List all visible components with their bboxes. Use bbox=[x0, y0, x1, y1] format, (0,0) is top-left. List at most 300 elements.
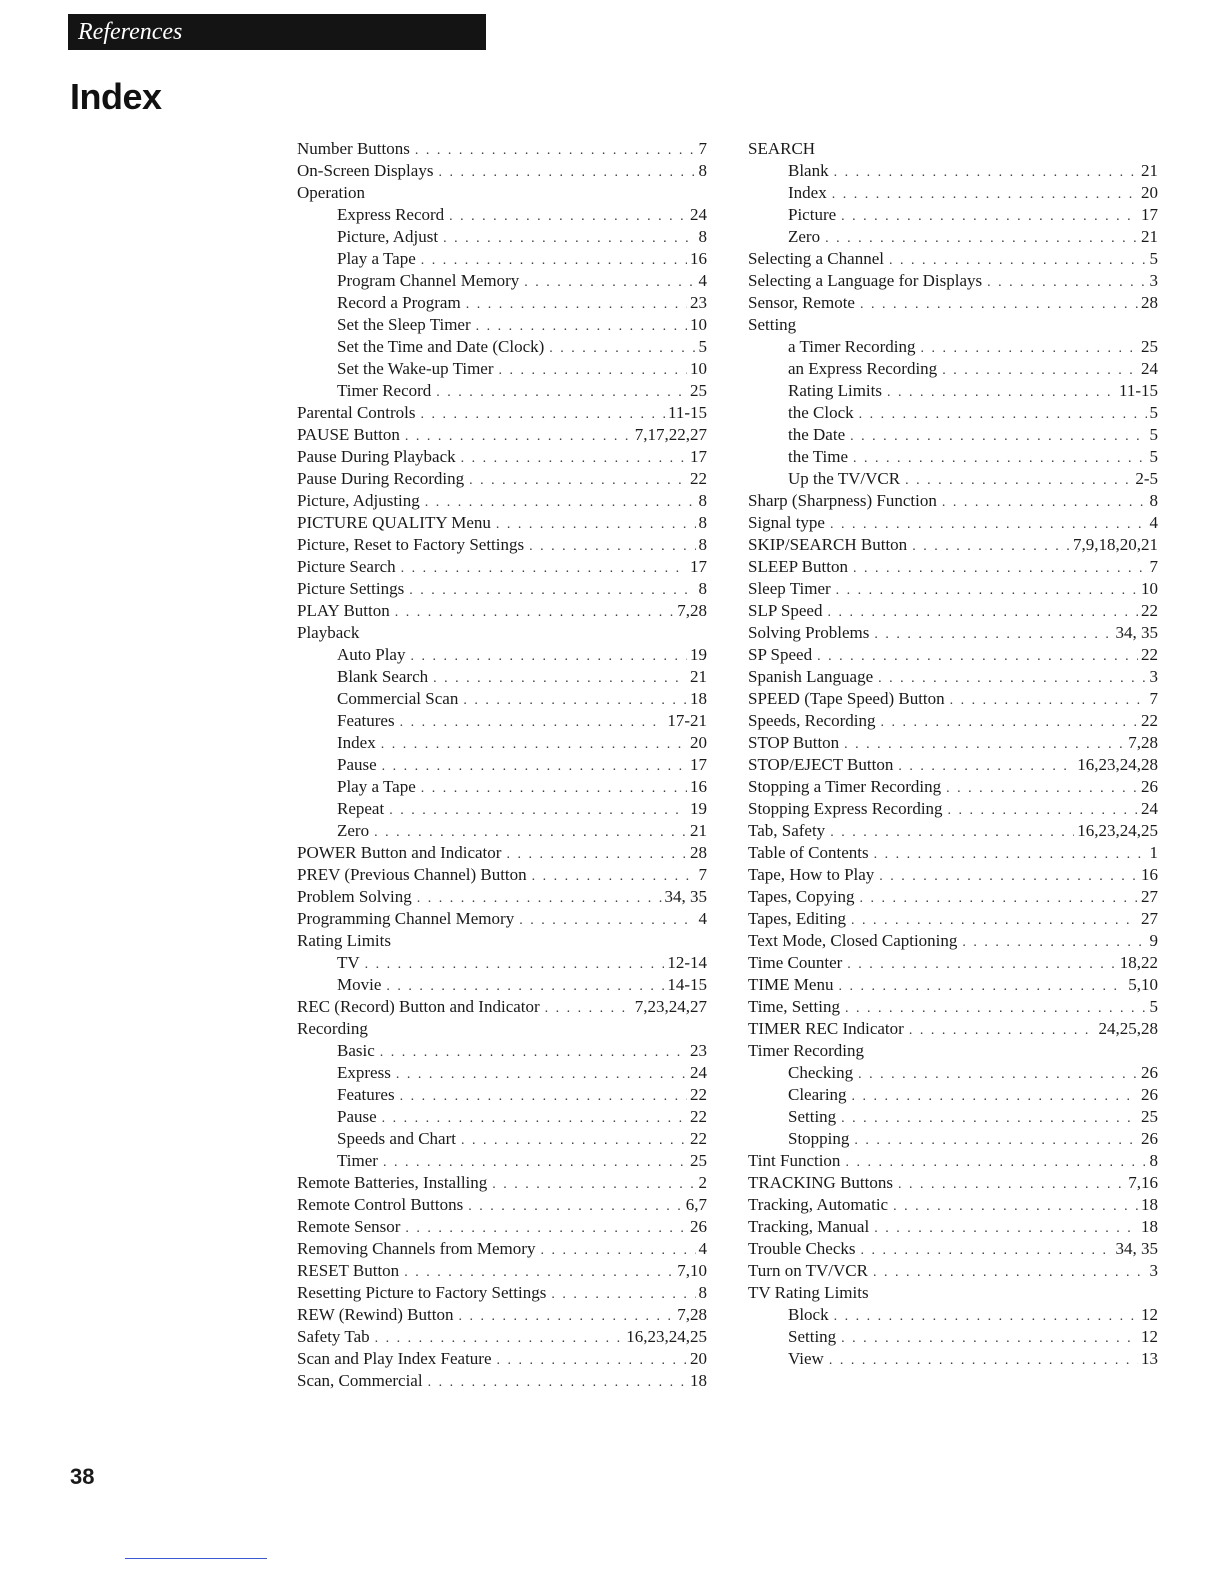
dot-leader bbox=[859, 404, 1147, 426]
entry-page-ref: 24 bbox=[690, 1063, 707, 1082]
dot-leader bbox=[962, 932, 1146, 954]
entry-term: Signal type bbox=[748, 513, 825, 532]
dot-leader bbox=[841, 206, 1138, 228]
index-subentry bbox=[748, 160, 1158, 182]
entry-term: Scan and Play Index Feature bbox=[297, 1349, 492, 1368]
index-entry bbox=[748, 490, 1158, 512]
dot-leader bbox=[834, 162, 1138, 184]
entry-term: Play a Tape bbox=[337, 777, 416, 796]
entry-page-ref: 22 bbox=[690, 1129, 707, 1148]
entry-page-ref: 10 bbox=[690, 315, 707, 334]
dot-leader bbox=[383, 1152, 687, 1174]
entry-term: Auto Play bbox=[337, 645, 406, 664]
entry-page-ref: 22 bbox=[1141, 711, 1158, 730]
dot-leader bbox=[873, 1262, 1147, 1284]
entry-page-ref: 22 bbox=[690, 1107, 707, 1126]
dot-leader bbox=[409, 580, 695, 602]
entry-term: Setting bbox=[748, 315, 797, 334]
entry-term: PLAY Button bbox=[297, 601, 390, 620]
entry-term: Number Buttons bbox=[297, 139, 410, 158]
dot-leader bbox=[549, 338, 695, 360]
entry-term: Pause bbox=[337, 755, 377, 774]
entry-term: Resetting Picture to Factory Settings bbox=[297, 1283, 547, 1302]
dot-leader bbox=[382, 1108, 687, 1130]
index-entry bbox=[748, 1260, 1158, 1282]
entry-page-ref: 21 bbox=[690, 667, 707, 686]
dot-leader bbox=[942, 492, 1147, 514]
entry-term: Tracking, Manual bbox=[748, 1217, 870, 1236]
entry-term: Rating Limits bbox=[297, 931, 391, 950]
dot-leader bbox=[496, 514, 696, 536]
entry-page-ref: 28 bbox=[1141, 293, 1158, 312]
index-subentry bbox=[297, 248, 707, 270]
entry-term: Spanish Language bbox=[748, 667, 874, 686]
entry-page-ref: 8 bbox=[698, 1283, 707, 1302]
entry-term: REC (Record) Button and Indicator bbox=[297, 997, 540, 1016]
entry-page-ref: 34, 35 bbox=[664, 887, 707, 906]
index-entry bbox=[748, 1172, 1158, 1194]
entry-term: TIMER REC Indicator bbox=[748, 1019, 904, 1038]
dot-leader bbox=[950, 690, 1147, 712]
dot-leader bbox=[942, 360, 1138, 382]
entry-page-ref: 20 bbox=[690, 1349, 707, 1368]
entry-term: PAUSE Button bbox=[297, 425, 400, 444]
entry-page-ref: 23 bbox=[690, 1041, 707, 1060]
entry-page-ref: 26 bbox=[1141, 777, 1158, 796]
dot-leader bbox=[428, 1372, 687, 1394]
dot-leader bbox=[436, 382, 687, 404]
dot-leader bbox=[466, 294, 687, 316]
entry-term: Time, Setting bbox=[748, 997, 840, 1016]
entry-page-ref: 5 bbox=[1149, 249, 1158, 268]
entry-page-ref: 7,23,24,27 bbox=[634, 997, 707, 1016]
entry-term: PICTURE QUALITY Menu bbox=[297, 513, 491, 532]
entry-page-ref: 7,28 bbox=[677, 1305, 707, 1324]
entry-page-ref: 14-15 bbox=[667, 975, 707, 994]
entry-page-ref: 7,28 bbox=[677, 601, 707, 620]
dot-leader bbox=[825, 228, 1138, 250]
entry-term: Tape, How to Play bbox=[748, 865, 875, 884]
entry-term: Tint Function bbox=[748, 1151, 841, 1170]
entry-page-ref: 34, 35 bbox=[1115, 623, 1158, 642]
entry-page-ref: 28 bbox=[690, 843, 707, 862]
entry-term: Zero bbox=[788, 227, 821, 246]
dot-leader bbox=[921, 338, 1139, 360]
index-subentry bbox=[297, 1040, 707, 1062]
entry-term: Record a Program bbox=[337, 293, 461, 312]
entry-term: Problem Solving bbox=[297, 887, 412, 906]
entry-page-ref: 25 bbox=[690, 381, 707, 400]
footer-link-underline bbox=[125, 1558, 267, 1559]
index-entry bbox=[297, 1216, 707, 1238]
entry-page-ref: 3 bbox=[1149, 271, 1158, 290]
dot-leader bbox=[461, 448, 687, 470]
dot-leader bbox=[375, 1328, 624, 1350]
dot-leader bbox=[817, 646, 1138, 668]
entry-page-ref: 22 bbox=[690, 1085, 707, 1104]
dot-leader bbox=[396, 1064, 687, 1086]
entry-term: TV bbox=[337, 953, 360, 972]
entry-page-ref: 19 bbox=[690, 645, 707, 664]
index-heading bbox=[748, 1040, 1158, 1062]
entry-page-ref: 25 bbox=[690, 1151, 707, 1170]
index-heading bbox=[297, 930, 707, 952]
entry-term: Zero bbox=[337, 821, 370, 840]
dot-leader bbox=[468, 1196, 683, 1218]
dot-leader bbox=[851, 910, 1138, 932]
dot-leader bbox=[841, 1108, 1138, 1130]
entry-term: Text Mode, Closed Captioning bbox=[748, 931, 958, 950]
index-entry bbox=[748, 666, 1158, 688]
dot-leader bbox=[909, 1020, 1096, 1042]
dot-leader bbox=[844, 734, 1125, 756]
index-entry bbox=[748, 952, 1158, 974]
entry-page-ref: 21 bbox=[1141, 227, 1158, 246]
dot-leader bbox=[859, 888, 1138, 910]
entry-page-ref: 12 bbox=[1141, 1305, 1158, 1324]
dot-leader bbox=[898, 756, 1074, 778]
entry-term: TV Rating Limits bbox=[748, 1283, 869, 1302]
index-subentry bbox=[748, 424, 1158, 446]
index-subentry bbox=[297, 644, 707, 666]
entry-term: Picture, Adjust bbox=[337, 227, 439, 246]
entry-page-ref: 24 bbox=[690, 205, 707, 224]
entry-page-ref: 8 bbox=[698, 161, 707, 180]
entry-term: Pause bbox=[337, 1107, 377, 1126]
entry-page-ref: 18 bbox=[1141, 1195, 1158, 1214]
dot-leader bbox=[861, 1240, 1113, 1262]
entry-term: Selecting a Channel bbox=[748, 249, 884, 268]
entry-page-ref: 11-15 bbox=[667, 403, 707, 422]
dot-leader bbox=[838, 976, 1125, 998]
index-subentry bbox=[748, 380, 1158, 402]
entry-term: REW (Rewind) Button bbox=[297, 1305, 454, 1324]
index-entry bbox=[748, 732, 1158, 754]
entry-page-ref: 4 bbox=[698, 271, 707, 290]
entry-page-ref: 7 bbox=[698, 865, 707, 884]
entry-page-ref: 26 bbox=[1141, 1129, 1158, 1148]
entry-term: Checking bbox=[788, 1063, 854, 1082]
dot-leader bbox=[395, 602, 675, 624]
index-column-right bbox=[748, 138, 1158, 1370]
entry-term: Solving Problems bbox=[748, 623, 870, 642]
entry-term: Tracking, Automatic bbox=[748, 1195, 889, 1214]
index-subentry bbox=[748, 1326, 1158, 1348]
dot-leader bbox=[401, 558, 687, 580]
dot-leader bbox=[850, 426, 1146, 448]
entry-page-ref: 6,7 bbox=[685, 1195, 707, 1214]
dot-leader bbox=[898, 1174, 1125, 1196]
dot-leader bbox=[874, 1218, 1138, 1240]
entry-page-ref: 17-21 bbox=[667, 711, 707, 730]
entry-term: Sensor, Remote bbox=[748, 293, 855, 312]
dot-leader bbox=[860, 294, 1138, 316]
entry-page-ref: 12-14 bbox=[667, 953, 707, 972]
index-entry bbox=[748, 864, 1158, 886]
dot-leader bbox=[463, 690, 687, 712]
dot-leader bbox=[433, 668, 687, 690]
entry-term: Remote Batteries, Installing bbox=[297, 1173, 488, 1192]
entry-page-ref: 2 bbox=[698, 1173, 707, 1192]
entry-page-ref: 22 bbox=[1141, 601, 1158, 620]
index-subentry bbox=[297, 380, 707, 402]
dot-leader bbox=[421, 250, 687, 272]
index-entry bbox=[297, 512, 707, 534]
entry-page-ref: 4 bbox=[698, 909, 707, 928]
entry-page-ref: 5 bbox=[1149, 447, 1158, 466]
entry-page-ref: 23 bbox=[690, 293, 707, 312]
index-entry bbox=[297, 556, 707, 578]
entry-term: Tab, Safety bbox=[748, 821, 826, 840]
entry-term: Programming Channel Memory bbox=[297, 909, 515, 928]
index-subentry bbox=[297, 754, 707, 776]
entry-page-ref: 25 bbox=[1141, 337, 1158, 356]
index-entry bbox=[748, 754, 1158, 776]
entry-term: View bbox=[788, 1349, 824, 1368]
entry-term: Index bbox=[337, 733, 376, 752]
entry-page-ref: 5 bbox=[1149, 403, 1158, 422]
entry-term: Speeds, Recording bbox=[748, 711, 876, 730]
index-entry bbox=[297, 1194, 707, 1216]
entry-term: Parental Controls bbox=[297, 403, 416, 422]
index-subentry bbox=[748, 358, 1158, 380]
entry-term: Timer bbox=[337, 1151, 378, 1170]
entry-page-ref: 12 bbox=[1141, 1327, 1158, 1346]
entry-page-ref: 7,16 bbox=[1128, 1173, 1158, 1192]
index-subentry bbox=[748, 1106, 1158, 1128]
entry-term: the Time bbox=[788, 447, 848, 466]
entry-term: Removing Channels from Memory bbox=[297, 1239, 536, 1258]
entry-page-ref: 9 bbox=[1149, 931, 1158, 950]
entry-term: Set the Wake-up Timer bbox=[337, 359, 494, 378]
dot-leader bbox=[845, 1152, 1146, 1174]
index-entry bbox=[297, 908, 707, 930]
entry-page-ref: 8 bbox=[698, 535, 707, 554]
section-label: References bbox=[78, 19, 183, 45]
index-entry bbox=[748, 622, 1158, 644]
index-entry bbox=[748, 776, 1158, 798]
index-subentry bbox=[297, 336, 707, 358]
entry-page-ref: 16 bbox=[1141, 865, 1158, 884]
entry-page-ref: 7,28 bbox=[1128, 733, 1158, 752]
dot-leader bbox=[400, 712, 665, 734]
entry-page-ref: 18 bbox=[1141, 1217, 1158, 1236]
index-entry bbox=[297, 864, 707, 886]
entry-term: Tapes, Editing bbox=[748, 909, 846, 928]
entry-page-ref: 3 bbox=[1149, 667, 1158, 686]
index-subentry bbox=[748, 1062, 1158, 1084]
entry-page-ref: 8 bbox=[698, 579, 707, 598]
entry-term: Table of Contents bbox=[748, 843, 869, 862]
entry-page-ref: 25 bbox=[1141, 1107, 1158, 1126]
entry-term: PREV (Previous Channel) Button bbox=[297, 865, 527, 884]
entry-page-ref: 26 bbox=[690, 1217, 707, 1236]
index-subentry bbox=[297, 1106, 707, 1128]
index-entry bbox=[748, 688, 1158, 710]
entry-term: a Timer Recording bbox=[788, 337, 916, 356]
dot-leader bbox=[499, 360, 687, 382]
index-heading bbox=[297, 1018, 707, 1040]
entry-term: Movie bbox=[337, 975, 382, 994]
dot-leader bbox=[879, 866, 1138, 888]
index-entry bbox=[748, 820, 1158, 842]
entry-term: Blank Search bbox=[337, 667, 429, 686]
entry-term: Basic bbox=[337, 1041, 375, 1060]
index-heading bbox=[297, 182, 707, 204]
entry-term: Blank bbox=[788, 161, 829, 180]
entry-page-ref: 18 bbox=[690, 689, 707, 708]
dot-leader bbox=[845, 998, 1147, 1020]
dot-leader bbox=[540, 1240, 695, 1262]
entry-page-ref: 27 bbox=[1141, 909, 1158, 928]
dot-leader bbox=[853, 558, 1147, 580]
dot-leader bbox=[417, 888, 662, 910]
entry-term: SP Speed bbox=[748, 645, 813, 664]
index-entry bbox=[748, 996, 1158, 1018]
dot-leader bbox=[532, 866, 696, 888]
entry-term: SPEED (Tape Speed) Button bbox=[748, 689, 945, 708]
dot-leader bbox=[524, 272, 695, 294]
dot-leader bbox=[887, 382, 1116, 404]
index-entry bbox=[748, 908, 1158, 930]
entry-term: TRACKING Buttons bbox=[748, 1173, 893, 1192]
entry-term: Set the Sleep Timer bbox=[337, 315, 471, 334]
dot-leader bbox=[405, 1218, 687, 1240]
index-subentry bbox=[297, 292, 707, 314]
index-heading bbox=[748, 138, 1158, 160]
dot-leader bbox=[889, 250, 1147, 272]
index-subentry bbox=[748, 402, 1158, 424]
entry-page-ref: 7 bbox=[1149, 689, 1158, 708]
entry-page-ref: 22 bbox=[1141, 645, 1158, 664]
dot-leader bbox=[551, 1284, 695, 1306]
index-entry bbox=[748, 248, 1158, 270]
dot-leader bbox=[905, 470, 1132, 492]
dot-leader bbox=[912, 536, 1070, 558]
entry-page-ref: 18,22 bbox=[1119, 953, 1158, 972]
index-subentry bbox=[297, 666, 707, 688]
entry-term: SKIP/SEARCH Button bbox=[748, 535, 908, 554]
dot-leader bbox=[830, 514, 1147, 536]
index-entry bbox=[297, 446, 707, 468]
entry-page-ref: 4 bbox=[1149, 513, 1158, 532]
index-subentry bbox=[297, 1128, 707, 1150]
entry-page-ref: 13 bbox=[1141, 1349, 1158, 1368]
dot-leader bbox=[893, 1196, 1138, 1218]
index-subentry bbox=[748, 1084, 1158, 1106]
entry-page-ref: 27 bbox=[1141, 887, 1158, 906]
dot-leader bbox=[386, 976, 664, 998]
entry-page-ref: 22 bbox=[690, 469, 707, 488]
dot-leader bbox=[415, 140, 696, 162]
dot-leader bbox=[400, 1086, 687, 1108]
index-entry bbox=[297, 1260, 707, 1282]
entry-page-ref: 17 bbox=[1141, 205, 1158, 224]
entry-page-ref: 21 bbox=[690, 821, 707, 840]
entry-page-ref: 5 bbox=[698, 337, 707, 356]
entry-page-ref: 24 bbox=[1141, 359, 1158, 378]
entry-term: Pause During Playback bbox=[297, 447, 456, 466]
entry-term: Play a Tape bbox=[337, 249, 416, 268]
index-subentry bbox=[297, 710, 707, 732]
dot-leader bbox=[382, 756, 687, 778]
entry-term: Stopping bbox=[788, 1129, 850, 1148]
index-entry bbox=[297, 1348, 707, 1370]
entry-term: the Clock bbox=[788, 403, 854, 422]
index-entry bbox=[297, 138, 707, 160]
entry-term: Features bbox=[337, 711, 395, 730]
entry-page-ref: 19 bbox=[690, 799, 707, 818]
entry-term: Operation bbox=[297, 183, 365, 202]
entry-term: Scan, Commercial bbox=[297, 1371, 423, 1390]
entry-page-ref: 24 bbox=[1141, 799, 1158, 818]
entry-page-ref: 7,10 bbox=[677, 1261, 707, 1280]
entry-term: Program Channel Memory bbox=[337, 271, 520, 290]
entry-term: On-Screen Displays bbox=[297, 161, 434, 180]
index-subentry bbox=[748, 226, 1158, 248]
entry-term: Recording bbox=[297, 1019, 368, 1038]
entry-term: Clearing bbox=[788, 1085, 847, 1104]
index-entry bbox=[748, 710, 1158, 732]
index-subentry bbox=[297, 732, 707, 754]
entry-page-ref: 3 bbox=[1149, 1261, 1158, 1280]
dot-leader bbox=[425, 492, 696, 514]
index-subentry bbox=[297, 358, 707, 380]
index-entry bbox=[748, 1194, 1158, 1216]
dot-leader bbox=[834, 1306, 1138, 1328]
index-subentry bbox=[748, 1348, 1158, 1370]
index-subentry bbox=[297, 952, 707, 974]
dot-leader bbox=[836, 580, 1138, 602]
entry-term: Timer Recording bbox=[748, 1041, 865, 1060]
entry-page-ref: 11-15 bbox=[1118, 381, 1158, 400]
index-subentry bbox=[297, 798, 707, 820]
entry-term: Up the TV/VCR bbox=[788, 469, 901, 488]
index-subentry bbox=[297, 688, 707, 710]
index-subentry bbox=[297, 820, 707, 842]
entry-page-ref: 5 bbox=[1149, 997, 1158, 1016]
index-entry bbox=[297, 490, 707, 512]
index-entry bbox=[748, 556, 1158, 578]
entry-page-ref: 5 bbox=[1149, 425, 1158, 444]
index-heading bbox=[748, 1282, 1158, 1304]
entry-term: Trouble Checks bbox=[748, 1239, 856, 1258]
entry-page-ref: 20 bbox=[1141, 183, 1158, 202]
index-entry bbox=[748, 600, 1158, 622]
dot-leader bbox=[880, 712, 1138, 734]
index-entry bbox=[748, 270, 1158, 292]
dot-leader bbox=[443, 228, 695, 250]
dot-leader bbox=[421, 404, 665, 426]
entry-term: Setting bbox=[788, 1327, 837, 1346]
index-entry bbox=[748, 512, 1158, 534]
entry-term: Rating Limits bbox=[788, 381, 882, 400]
index-entry bbox=[748, 1150, 1158, 1172]
index-entry bbox=[748, 292, 1158, 314]
entry-page-ref: 8 bbox=[1149, 491, 1158, 510]
entry-page-ref: 10 bbox=[690, 359, 707, 378]
entry-term: Picture, Reset to Factory Settings bbox=[297, 535, 525, 554]
entry-page-ref: 21 bbox=[1141, 161, 1158, 180]
index-entry bbox=[748, 1216, 1158, 1238]
index-subentry bbox=[748, 446, 1158, 468]
index-entry bbox=[748, 974, 1158, 996]
entry-page-ref: 4 bbox=[698, 1239, 707, 1258]
entry-term: SLP Speed bbox=[748, 601, 823, 620]
entry-term: Selecting a Language for Displays bbox=[748, 271, 983, 290]
dot-leader bbox=[476, 316, 687, 338]
entry-page-ref: 24,25,28 bbox=[1098, 1019, 1158, 1038]
